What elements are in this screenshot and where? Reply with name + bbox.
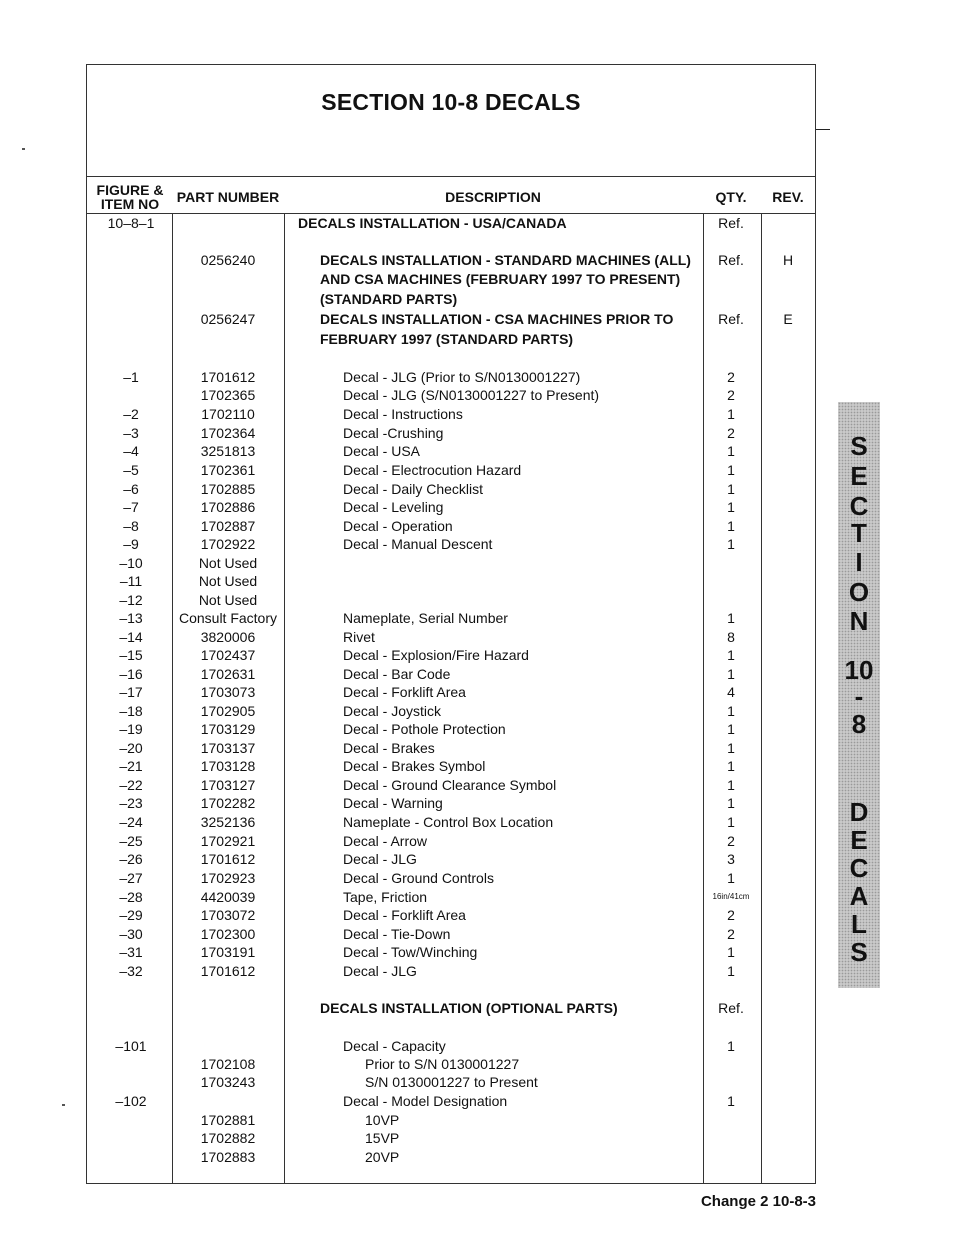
item-number: –17 (119, 684, 143, 700)
quantity: 1 (727, 777, 735, 793)
description: Decal - Leveling (343, 499, 444, 515)
tab-letter: I (855, 547, 863, 577)
item-number: –16 (119, 666, 143, 682)
description: Decal - Daily Checklist (343, 481, 484, 497)
part-number: 1703127 (200, 777, 256, 793)
header-description: DESCRIPTION (445, 189, 541, 205)
description: Decal - Explosion/Fire Hazard (343, 647, 529, 663)
part-number: 1702887 (200, 518, 256, 534)
quantity: 1 (727, 536, 735, 552)
quantity: 4 (727, 684, 735, 700)
item-number: –9 (123, 536, 139, 552)
item-number: –11 (119, 573, 143, 589)
quantity: 3 (727, 851, 735, 867)
page-footer: Change 2 10-8-3 (700, 1193, 816, 1210)
description: Decal - Electrocution Hazard (343, 462, 522, 478)
tab-letter: T (851, 518, 867, 548)
quantity: 1 (727, 870, 735, 886)
tab-letter: E (850, 461, 868, 491)
part-number: 1703072 (200, 907, 256, 923)
part-number: 1702300 (200, 926, 256, 942)
quantity: Ref. (718, 311, 744, 327)
revision: H (782, 252, 794, 268)
quantity: 1 (727, 795, 735, 811)
column-divider-qty (761, 213, 762, 1183)
item-number: –25 (119, 833, 143, 849)
quantity: 1 (727, 499, 735, 515)
description: Decal - Forklift Area (343, 907, 466, 923)
item-number: –31 (119, 944, 143, 960)
quantity: 2 (727, 387, 735, 403)
description: Decal - Ground Clearance Symbol (343, 777, 557, 793)
description: Decal - Tie-Down (343, 926, 451, 942)
item-number: –19 (119, 721, 143, 737)
quantity: 1 (727, 462, 735, 478)
item-number: –3 (123, 425, 139, 441)
description: Decal - Instructions (343, 406, 463, 422)
tab-letter: A (849, 881, 869, 911)
description: Decal - JLG (S/N0130001227 to Present) (343, 387, 600, 403)
item-number: –8 (123, 518, 139, 534)
quantity: 1 (727, 443, 735, 459)
description: Decal - Tow/Winching (343, 944, 478, 960)
part-number: 1703243 (200, 1074, 256, 1090)
part-number: 1702886 (200, 499, 256, 515)
description: Decal -Crushing (343, 425, 444, 441)
header-item: FIGURE & ITEM NO (96, 182, 164, 212)
quantity: 2 (727, 926, 735, 942)
part-number: 1702364 (200, 425, 256, 441)
description: Decal - Pothole Protection (343, 721, 506, 737)
scan-mark (22, 148, 25, 150)
description: Decal - JLG (343, 851, 417, 867)
item-number: –15 (119, 647, 143, 663)
description: Nameplate, Serial Number (343, 610, 508, 626)
item-number: –102 (115, 1093, 147, 1109)
quantity: 1 (727, 944, 735, 960)
item-number: –2 (123, 406, 139, 422)
quantity: Ref. (718, 1000, 744, 1016)
scan-mark (62, 1104, 65, 1106)
part-number: 1702905 (200, 703, 256, 719)
part-number: 1701612 (200, 851, 256, 867)
description: 15VP (365, 1130, 400, 1146)
part-number: 1703191 (200, 944, 256, 960)
quantity: 1 (727, 721, 735, 737)
description: FEBRUARY 1997 (STANDARD PARTS) (320, 331, 574, 347)
part-number: Not Used (198, 573, 258, 589)
description: DECALS INSTALLATION - CSA MACHINES PRIOR TO (320, 311, 674, 327)
part-number: 0256247 (200, 311, 256, 327)
quantity: 1 (727, 963, 735, 979)
part-number: 1702365 (200, 387, 256, 403)
part-number: Not Used (198, 592, 258, 608)
item-number: –30 (119, 926, 143, 942)
tab-letter: C (849, 491, 869, 521)
item-number: –101 (115, 1038, 147, 1054)
tab-letter: - (854, 681, 864, 711)
quantity: 1 (727, 1038, 735, 1054)
tab-letter: O (848, 577, 870, 607)
quantity: 2 (727, 833, 735, 849)
description: Decal - JLG (343, 963, 417, 979)
part-number: 1702921 (200, 833, 256, 849)
item-number: –14 (119, 629, 143, 645)
description: AND CSA MACHINES (FEBRUARY 1997 TO PRESENT) (320, 271, 681, 287)
description: 20VP (365, 1149, 400, 1165)
description: Tape, Friction (343, 889, 428, 905)
revision: E (783, 311, 793, 327)
quantity: 2 (727, 369, 735, 385)
description: DECALS INSTALLATION - STANDARD MACHINES (ALL) (320, 252, 691, 268)
part-number: 1702885 (200, 481, 256, 497)
item-number: 10–8–1 (107, 215, 155, 231)
part-number: 1703073 (200, 684, 256, 700)
description: Decal - Model Designation (343, 1093, 508, 1109)
description: DECALS INSTALLATION (OPTIONAL PARTS) (320, 1000, 618, 1016)
part-number: 1702923 (200, 870, 256, 886)
item-number: –20 (119, 740, 143, 756)
tab-letter: N (849, 606, 869, 636)
description: Decal - JLG (Prior to S/N0130001227) (343, 369, 581, 385)
item-number: –6 (123, 481, 139, 497)
description: Decal - Operation (343, 518, 453, 534)
part-number: 1702361 (200, 462, 256, 478)
part-number: 1703137 (200, 740, 256, 756)
tab-letter: S (850, 937, 868, 967)
header-divider (87, 176, 815, 177)
item-number: –18 (119, 703, 143, 719)
description: Decal - Brakes Symbol (343, 758, 486, 774)
part-number: 1702282 (200, 795, 256, 811)
item-number: –27 (119, 870, 143, 886)
part-number: 1702922 (200, 536, 256, 552)
part-number: 4420039 (200, 889, 256, 905)
item-number: –21 (119, 758, 143, 774)
part-number: 1702883 (200, 1149, 256, 1165)
quantity: 1 (727, 518, 735, 534)
item-number: –7 (123, 499, 139, 515)
item-number: –28 (119, 889, 143, 905)
quantity: 1 (727, 1093, 735, 1109)
part-number: Consult Factory (178, 610, 278, 626)
item-number: –23 (119, 795, 143, 811)
quantity: 2 (727, 425, 735, 441)
part-number: 1702110 (201, 406, 255, 422)
part-number: 1702108 (200, 1056, 256, 1072)
part-number: 3820006 (200, 629, 256, 645)
header-part: PART NUMBER (176, 189, 280, 205)
item-number: –1 (123, 369, 139, 385)
description: (STANDARD PARTS) (320, 291, 458, 307)
part-number: 1702631 (200, 666, 256, 682)
item-number: –10 (119, 555, 143, 571)
quantity: Ref. (718, 215, 744, 231)
quantity: 1 (727, 814, 735, 830)
quantity: 1 (727, 666, 735, 682)
description: Nameplate - Control Box Location (343, 814, 554, 830)
description: Decal - Bar Code (343, 666, 451, 682)
part-number: 1703128 (200, 758, 256, 774)
quantity: 1 (727, 647, 735, 663)
section-title: SECTION 10-8 DECALS (321, 89, 581, 115)
quantity: 1 (727, 610, 735, 626)
description: Decal - Capacity (343, 1038, 446, 1054)
quantity: 1 (727, 406, 735, 422)
description: 10VP (365, 1112, 400, 1128)
part-number: Not Used (198, 555, 258, 571)
tab-letter: 8 (851, 709, 867, 739)
part-number: 1702881 (200, 1112, 256, 1128)
tab-letter: S (850, 431, 868, 461)
description: S/N 0130001227 to Present (365, 1074, 538, 1090)
header-qty: QTY. (715, 189, 747, 205)
tab-letter: C (849, 853, 869, 883)
description: Decal - Joystick (343, 703, 442, 719)
quantity: 1 (727, 703, 735, 719)
quantity: Ref. (718, 252, 744, 268)
part-number: 1703129 (200, 721, 256, 737)
tab-letter: E (850, 825, 868, 855)
item-number: –4 (123, 443, 139, 459)
item-number: –24 (119, 814, 143, 830)
quantity: 1 (727, 481, 735, 497)
description: Decal - Ground Controls (343, 870, 494, 886)
part-number: 1701612 (200, 369, 256, 385)
quantity: 2 (727, 907, 735, 923)
item-number: –32 (119, 963, 143, 979)
description: Decal - Arrow (343, 833, 428, 849)
quantity: 1 (727, 758, 735, 774)
section-tab (838, 402, 880, 988)
item-number: –5 (123, 462, 139, 478)
description: Decal - Forklift Area (343, 684, 466, 700)
description: Rivet (343, 629, 375, 645)
margin-tick (816, 129, 830, 130)
part-number: 1701612 (200, 963, 256, 979)
description: Decal - Manual Descent (343, 536, 493, 552)
item-number: –12 (119, 592, 143, 608)
tab-letter: L (851, 909, 867, 939)
part-number: 1702882 (200, 1130, 256, 1146)
tab-letter: D (849, 797, 869, 827)
description: Prior to S/N 0130001227 (365, 1056, 520, 1072)
part-number: 0256240 (200, 252, 256, 268)
quantity: 8 (727, 629, 735, 645)
description: Decal - Warning (343, 795, 443, 811)
part-number: 3251813 (200, 443, 256, 459)
quantity: 16in/41cm (712, 892, 750, 901)
part-number: 3252136 (200, 814, 256, 830)
description: DECALS INSTALLATION - USA/CANADA (298, 215, 567, 231)
header-rev: REV. (772, 189, 804, 205)
column-divider-part (284, 213, 285, 1183)
item-number: –22 (119, 777, 143, 793)
item-number: –26 (119, 851, 143, 867)
item-number: –13 (119, 610, 143, 626)
quantity: 1 (727, 740, 735, 756)
tab-letter: 10 (844, 655, 874, 685)
part-number: 1702437 (200, 647, 256, 663)
item-number: –29 (119, 907, 143, 923)
description: Decal - Brakes (343, 740, 435, 756)
description: Decal - USA (343, 443, 421, 459)
